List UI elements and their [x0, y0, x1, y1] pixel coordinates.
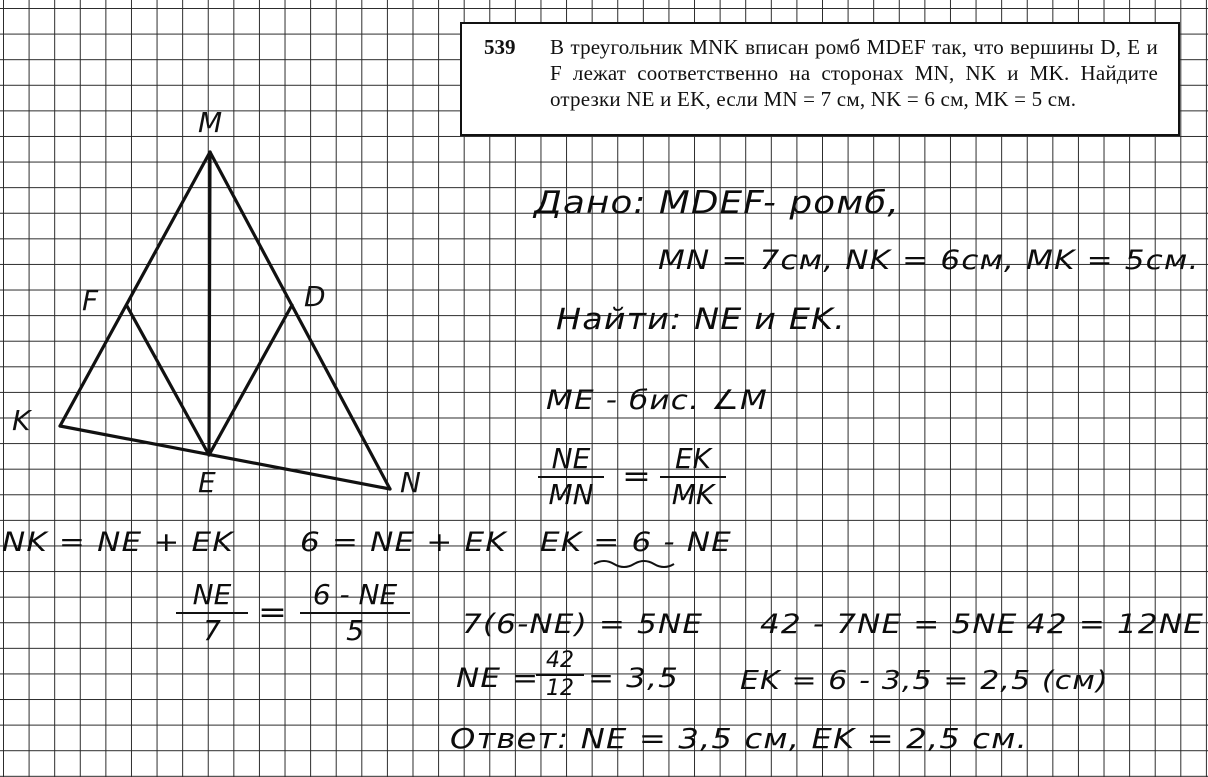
segment-de	[209, 305, 292, 455]
ratio-left-fraction	[538, 444, 604, 510]
sum-line-2: 6 = NE + EK	[300, 527, 507, 558]
vertex-label-d: D	[304, 280, 326, 313]
vertex-label-n: N	[400, 466, 421, 499]
problem-number: 539	[484, 35, 516, 59]
problem-text: В треугольник MNK вписан ромб MDEF так, что вершины D, E и F лежат соответственно на сторонах MN, NK и MK. Найдите отрезки NE и EK, если MN = 7 см, NK = 6 см, MK = 5 см.	[550, 35, 1158, 111]
ne-fraction	[536, 650, 584, 700]
segment-fe	[127, 306, 209, 455]
ratio-left-numerator: NE	[551, 442, 591, 475]
ne-label: NE =	[456, 663, 540, 694]
ratio-right-denominator: MK	[671, 478, 715, 511]
side-kn	[60, 426, 390, 489]
vertex-label-f: F	[82, 284, 99, 317]
ek-expression: EK = 6 - NE	[540, 527, 732, 558]
proportion-right-fraction	[300, 580, 410, 646]
vertex-label-k: K	[12, 404, 31, 437]
given-line-2: MN = 7см, NK = 6см, MK = 5см.	[658, 245, 1200, 276]
proportion-left-numerator: NE	[192, 578, 232, 611]
step-1: 7(6-NE) = 5NE	[462, 609, 704, 640]
ratio-right-fraction	[660, 444, 726, 510]
ratio-left-denominator: MN	[548, 478, 594, 511]
problem-box	[460, 22, 1180, 136]
proportion-left-denominator: 7	[203, 614, 221, 647]
vertex-label-e: E	[198, 466, 216, 499]
wavy-underline	[592, 556, 682, 572]
ratio-equals: =	[622, 459, 653, 494]
proportion-right-denominator: 5	[346, 614, 364, 647]
ne-numerator: 42	[546, 648, 574, 673]
given-line-1: Дано: MDEF- ромб,	[534, 185, 900, 221]
ek-result: EK = 6 - 3,5 = 2,5 (см)	[740, 666, 1109, 696]
bisector-line: ME - бис. ∠M	[546, 385, 768, 416]
step-2: 42 - 7NE = 5NE	[760, 609, 1018, 640]
ratio-right-numerator: EK	[674, 442, 712, 475]
proportion-right-numerator: 6 - NE	[312, 578, 398, 611]
segment-me	[209, 152, 210, 455]
side-mn	[210, 152, 390, 489]
step-3: 42 = 12NE	[1026, 609, 1204, 640]
find-line: Найти: NE и EK.	[556, 302, 846, 336]
sum-line-1: NK = NE + EK	[2, 527, 234, 558]
ne-value: = 3,5	[588, 663, 680, 694]
vertex-label-m: M	[198, 106, 223, 139]
proportion-equals: =	[258, 595, 289, 630]
proportion-left-fraction	[176, 580, 248, 646]
ne-denominator: 12	[546, 676, 574, 701]
answer-line: Ответ: NE = 3,5 см, EK = 2,5 см.	[450, 722, 1028, 755]
